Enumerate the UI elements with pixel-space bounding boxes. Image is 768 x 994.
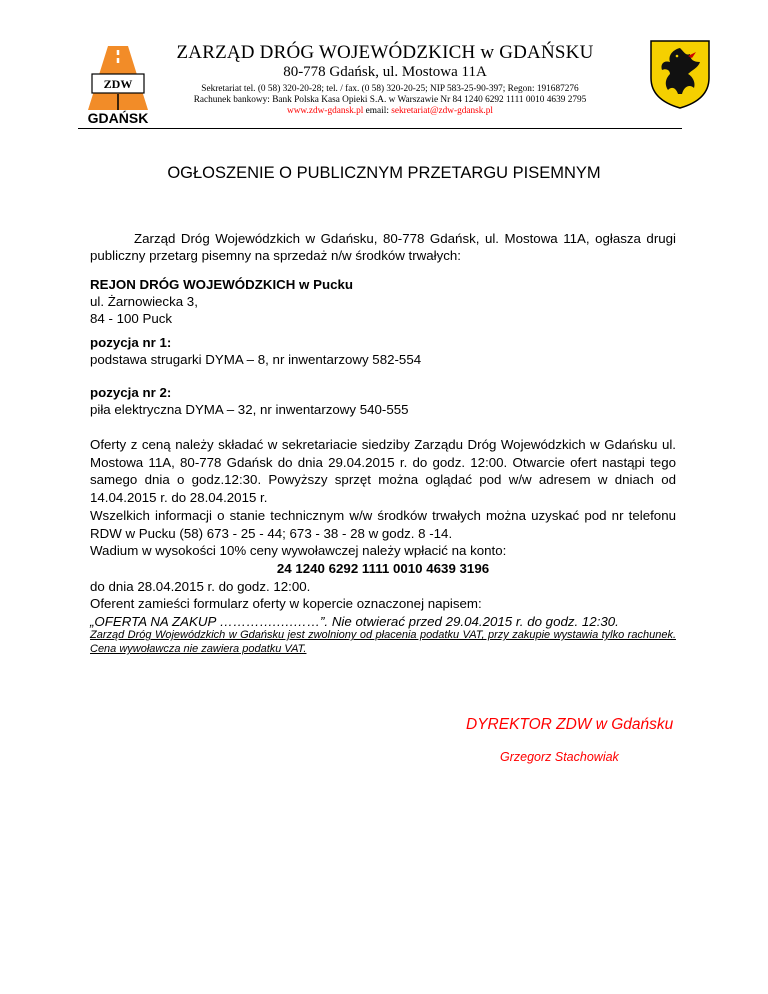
deposit-text: Wadium w wysokości 10% ceny wywoławczej należy wpłacić na konto: (90, 543, 507, 559)
email-label: email: (365, 106, 389, 116)
position-1-label: pozycja nr 1: (90, 335, 172, 350)
logo-city: GDAŃSK (87, 110, 149, 126)
organization-address: 80-778 Gdańsk, ul. Mostowa 11A (283, 64, 487, 80)
envelope-label: „OFERTA NA ZAKUP ………….….……”. Nie otwierać przed 29.04.2015 r. do godz. 12:30. (90, 614, 619, 630)
position-2-label: pozycja nr 2: (90, 385, 172, 400)
zdw-road-logo-icon (78, 44, 158, 126)
position-2 (90, 384, 676, 418)
deposit-deadline: do dnia 28.04.2015 r. do godz. 12:00. (90, 578, 311, 594)
region-city: 84 - 100 Puck (90, 311, 173, 326)
intro-paragraph: Zarząd Dróg Wojewódzkich w Gdańsku, 80-778 Gdańsk, ul. Mostowa 11A, ogłasza drugi publiczny przetarg pisemny na sprzedaż n/w środków trwałych: (90, 231, 676, 263)
contact-line: Sekretariat tel. (0 58) 320-20-28; tel. / fax. (0 58) 320-20-25; NIP 583-25-90-397; Regon: 191687276 (201, 84, 579, 94)
bank-line: Rachunek bankowy: Bank Polska Kasa Opieki S.A. w Warszawie Nr 84 1240 6292 1111 0010 4639 2795 (193, 95, 587, 105)
vat-note: Zarząd Dróg Wojewódzkich w Gdańsku jest zwolniony od płacenia podatku VAT, przy zakupie wystawia tylko rachunek. Cena wywoławcza nie zawiera podatku VAT. (90, 629, 676, 655)
signature-title: DYREKTOR ZDW w Gdańsku (466, 716, 674, 733)
region-block (90, 276, 676, 327)
header-divider (78, 128, 682, 129)
position-1-description: podstawa strugarki DYMA – 8, nr inwentarzowy 582-554 (90, 352, 422, 367)
web-contact-line (150, 106, 630, 116)
email-link[interactable]: sekretariat@zdw-gdansk.pl (391, 106, 493, 116)
document-heading: OGŁOSZENIE O PUBLICZNYM PRZETARGU PISEMNYM (167, 164, 601, 182)
signature-name: Grzegorz Stachowiak (500, 750, 619, 764)
organization-title: ZARZĄD DRÓG WOJEWÓDZKICH w GDAŃSKU (176, 42, 594, 63)
region-street: ul. Żarnowiecka 3, (90, 294, 198, 309)
region-name: REJON DRÓG WOJEWÓDZKICH w Pucku (90, 277, 354, 292)
info-paragraph: Wszelkich informacji o stanie technicznym w/w środków trwałych można uzyskać pod nr telefonu RDW w Pucku (58) 673 - 25 - 44; 673 - 38 - 28 w godz. 8 -14. (90, 507, 676, 541)
position-1 (90, 334, 676, 368)
envelope-instruction: Oferent zamieści formularz oferty w kopercie oznaczonej napisem: (90, 596, 482, 612)
website-link[interactable]: www.zdw-gdansk.pl (287, 106, 364, 116)
logo-label: ZDW (103, 77, 133, 91)
account-number: 24 1240 6292 1111 0010 4639 3196 (276, 560, 490, 576)
offer-terms (90, 436, 676, 631)
gryphon-coat-of-arms-icon (648, 38, 712, 110)
offers-paragraph: Oferty z ceną należy składać w sekretariacie siedziby Zarządu Dróg Wojewódzkich w Gdańsku ul. Mostowa 11A, 80-778 Gdańsk do dnia 29.04.2015 r. do godz. 12:00. Otwarcie ofert nastąpi tego samego dnia o godz.12:30. Powyższy sprzęt można oglądać pod w/w adresem w dniach od 14.04.2015 r. do 28.04.2015 r. (90, 437, 676, 506)
position-2-description: piła elektryczna DYMA – 32, nr inwentarzowy 540-555 (90, 402, 409, 417)
